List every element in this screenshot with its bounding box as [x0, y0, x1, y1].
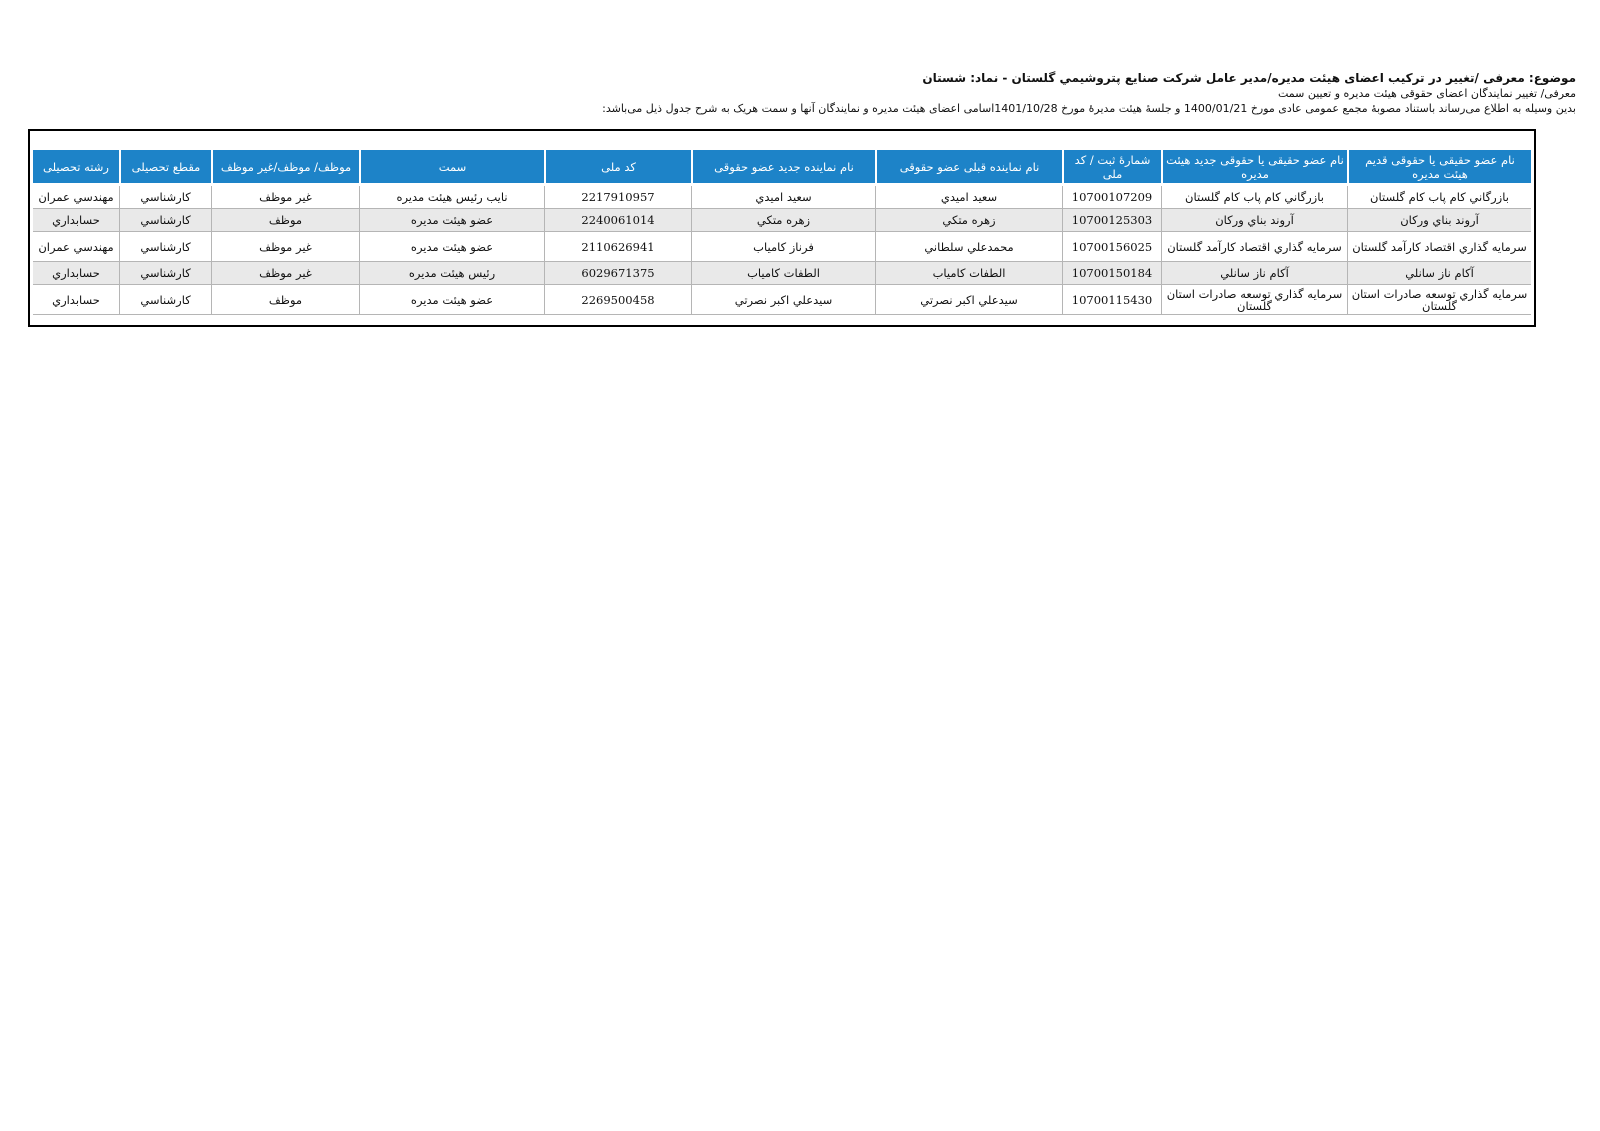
cell-new-member: سرمايه گذاري توسعه صادرات استان گلستان — [1161, 285, 1347, 315]
cell-previous-representative: زهره متكي — [875, 209, 1062, 232]
col-header-old-member: نام عضو حقیقی یا حقوقی قدیم هیئت مدیره — [1347, 150, 1531, 186]
cell-position: عضو هيئت مديره — [359, 285, 544, 315]
cell-previous-representative: سعيد اميدي — [875, 186, 1062, 209]
cell-new-representative: سيدعلي اكبر نصرتي — [691, 285, 875, 315]
cell-national-code: 6029671375 — [544, 262, 691, 285]
cell-education-level: كارشناسي — [119, 209, 211, 232]
cell-new-representative: فرناز كامياب — [691, 232, 875, 262]
cell-employment-type: موظف — [211, 285, 359, 315]
table-header-row — [33, 150, 1531, 186]
cell-national-code: 2110626941 — [544, 232, 691, 262]
cell-previous-representative: سيدعلي اكبر نصرتي — [875, 285, 1062, 315]
cell-new-representative: سعيد اميدي — [691, 186, 875, 209]
subject-line: موضوع: معرفی /تغییر در ترکیب اعضای هیئت مدیره/مدیر عامل شرکت صنایع پتروشیمي گلستان - نماد: شستان — [922, 71, 1576, 85]
table-row — [33, 186, 1531, 209]
cell-registration-number: 10700115430 — [1062, 285, 1161, 315]
cell-position: نايب رئيس هيئت مديره — [359, 186, 544, 209]
cell-registration-number: 10700150184 — [1062, 262, 1161, 285]
cell-field-of-study: حسابداري — [33, 262, 119, 285]
cell-previous-representative: محمدعلي سلطاني — [875, 232, 1062, 262]
cell-field-of-study: حسابداري — [33, 285, 119, 315]
cell-old-member: سرمايه گذاري اقتصاد كارآمد گلستان — [1347, 232, 1531, 262]
notice-line: بدین وسیله به اطلاع می‌رساند باستناد مصوبهٔ مجمع عمومی عادی مورخ 1400/01/21 و جلسهٔ هیئت مدیرهٔ مورخ 1401/10/28اسامی اعضای هیئت مدیره و نمایندگان آنها و سمت هریک به شرح جدول ذیل می‌باشد: — [602, 102, 1576, 115]
col-header-employment-type: موظف/ موظف/غیر موظف — [211, 150, 359, 186]
cell-position: عضو هيئت مديره — [359, 209, 544, 232]
cell-old-member: بازرگاني كام پاب كام گلستان — [1347, 186, 1531, 209]
cell-education-level: كارشناسي — [119, 262, 211, 285]
cell-new-member: آكام ناز سانلي — [1161, 262, 1347, 285]
table-row — [33, 209, 1531, 232]
col-header-national-code: کد ملی — [544, 150, 691, 186]
col-header-registration-number: شمارهٔ ثبت / کد ملی — [1062, 150, 1161, 186]
cell-previous-representative: الطفات كامياب — [875, 262, 1062, 285]
cell-national-code: 2240061014 — [544, 209, 691, 232]
cell-education-level: كارشناسي — [119, 285, 211, 315]
col-header-position: سمت — [359, 150, 544, 186]
cell-field-of-study: حسابداري — [33, 209, 119, 232]
table-row — [33, 232, 1531, 262]
cell-old-member: آروند بناي وركان — [1347, 209, 1531, 232]
col-header-new-representative: نام نماینده جدید عضو حقوقی — [691, 150, 875, 186]
col-header-new-member: نام عضو حقیقی یا حقوقی جدید هیئت مدیره — [1161, 150, 1347, 186]
cell-registration-number: 10700125303 — [1062, 209, 1161, 232]
cell-new-member: سرمايه گذاري اقتصاد كارآمد گلستان — [1161, 232, 1347, 262]
cell-position: عضو هيئت مديره — [359, 232, 544, 262]
cell-field-of-study: مهندسي عمران — [33, 186, 119, 209]
subtitle-line: معرفی/ تغییر نمایندگان اعضای حقوقی هیئت مدیره و تعیین سمت — [1277, 87, 1576, 100]
table-frame — [28, 129, 1536, 327]
cell-new-representative: زهره متكي — [691, 209, 875, 232]
cell-old-member: آكام ناز سانلي — [1347, 262, 1531, 285]
cell-old-member: سرمايه گذاري توسعه صادرات استان گلستان — [1347, 285, 1531, 315]
cell-employment-type: غير موظف — [211, 186, 359, 209]
col-header-previous-representative: نام نماینده قبلی عضو حقوقی — [875, 150, 1062, 186]
document-header — [24, 70, 1576, 116]
cell-new-member: بازرگاني كام پاب كام گلستان — [1161, 186, 1347, 209]
col-header-education-level: مقطع تحصیلی — [119, 150, 211, 186]
col-header-field-of-study: رشته تحصیلی — [33, 150, 119, 186]
cell-employment-type: غير موظف — [211, 232, 359, 262]
cell-new-representative: الطفات كامياب — [691, 262, 875, 285]
cell-registration-number: 10700107209 — [1062, 186, 1161, 209]
cell-education-level: كارشناسي — [119, 186, 211, 209]
table-row — [33, 262, 1531, 285]
cell-employment-type: موظف — [211, 209, 359, 232]
cell-field-of-study: مهندسي عمران — [33, 232, 119, 262]
cell-new-member: آروند بناي وركان — [1161, 209, 1347, 232]
cell-national-code: 2269500458 — [544, 285, 691, 315]
table-row — [33, 285, 1531, 315]
cell-position: رئيس هيئت مديره — [359, 262, 544, 285]
cell-education-level: كارشناسي — [119, 232, 211, 262]
cell-national-code: 2217910957 — [544, 186, 691, 209]
board-members-table — [33, 150, 1531, 315]
cell-registration-number: 10700156025 — [1062, 232, 1161, 262]
cell-employment-type: غير موظف — [211, 262, 359, 285]
